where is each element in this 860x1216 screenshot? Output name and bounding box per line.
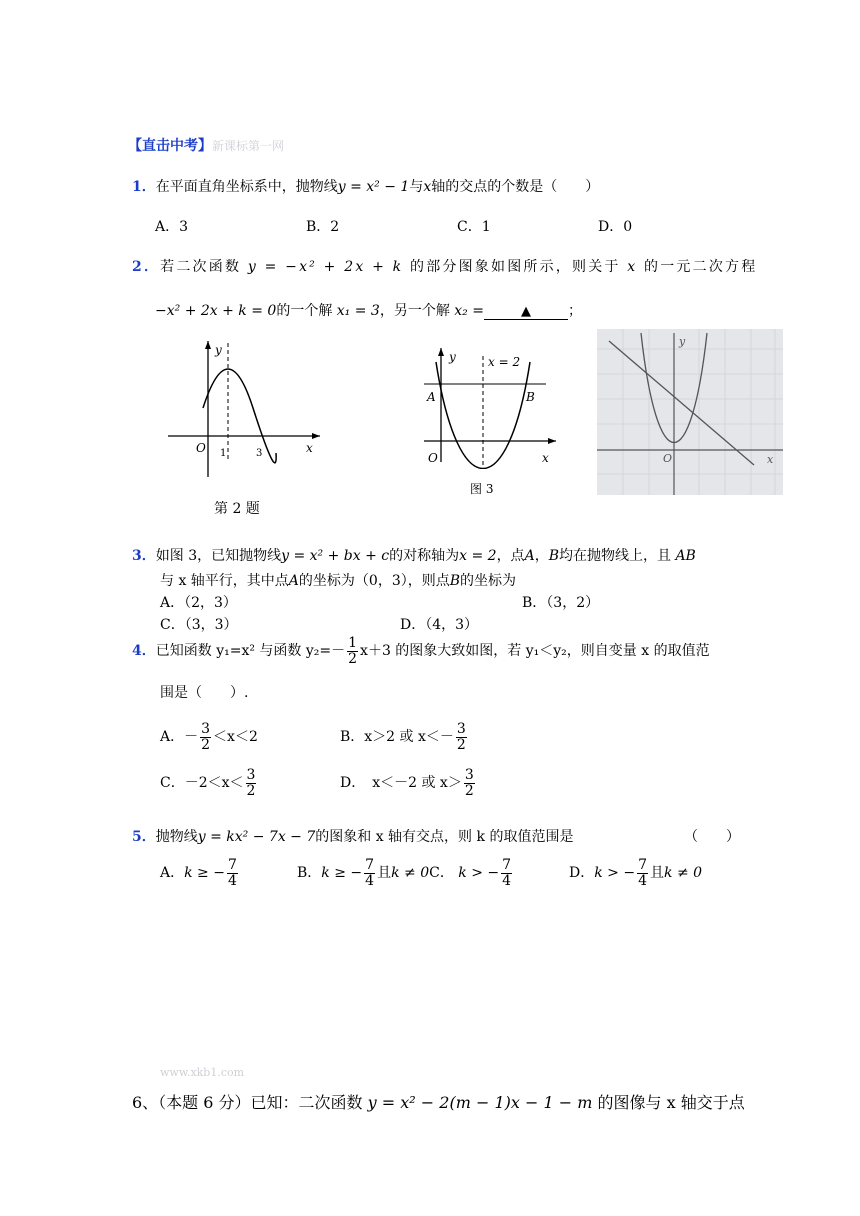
q3-option-d: D．（4，3） xyxy=(400,617,479,633)
figure-3-graph xyxy=(418,344,558,469)
footer-watermark: www.xkb1.com xyxy=(160,1066,245,1079)
q4-option-b: B．x＞2 或 x＜－ $\frac{3}{2}$ xyxy=(340,721,466,753)
figure-3-caption: 图 3 xyxy=(470,482,494,496)
q4-option-a: A．－ $\frac{3}{2}$ ＜x＜2 xyxy=(160,721,258,753)
q1-option-b: B．2 xyxy=(306,219,340,235)
q2-line2: −x² + 2x + k = 0的一个解 x₁ = 3，另一个解 x₂ = ▲ ； xyxy=(155,303,582,319)
q3-option-a: A．（2，3） xyxy=(160,595,237,611)
q1-option-d: D．0 xyxy=(598,219,633,235)
y-axis-label: y xyxy=(679,335,686,348)
q4-option-d: D． x＜－2 或 x＞ $\frac{3}{2}$ xyxy=(340,767,474,799)
figure-q2-caption: 第 2 题 xyxy=(214,501,260,517)
figure-q2-graph xyxy=(160,335,330,485)
tick-1: 1 xyxy=(220,448,227,459)
q4-option-c: C．－2＜x＜ $\frac{3}{2}$ xyxy=(160,767,256,799)
q2-line1: 2．若二次函数 y = −x² + 2x + k 的部分图象如图所示，则关于 x 的一元二次方程 xyxy=(132,259,758,275)
q5-option-d: D．k > − $\frac{7}{4}$ 且k ≠ 0 xyxy=(569,857,703,889)
q1-option-c: C．1 xyxy=(457,219,491,235)
q5-option-a: A．k ≥ − $\frac{7}{4}$ xyxy=(160,857,237,889)
origin-label: O xyxy=(196,441,206,455)
watermark: 新课标第一网 xyxy=(212,139,285,153)
section-tag: 【直击中考】 xyxy=(128,138,212,154)
q5-option-b: B．k ≥ − $\frac{7}{4}$ 且k ≠ 0C． k > − $\frac{7}{4}$ xyxy=(297,857,512,889)
x-axis-label: x xyxy=(542,451,549,465)
y-axis-label: y xyxy=(215,343,222,357)
q3-option-b: B．（3，2） xyxy=(522,595,600,611)
q4-line2: 围是（ ）. xyxy=(160,685,249,701)
figure-q4-scanned-graph xyxy=(597,329,783,495)
q3-line2: 与 x 轴平行，其中点A的坐标为（0，3），则点B的坐标为 xyxy=(160,573,517,589)
symmetry-axis-label: x = 2 xyxy=(488,355,521,369)
q1-stem: 1．在平面直角坐标系中，抛物线y = x² − 1与x轴的交点的个数是（ ） xyxy=(132,179,600,195)
x-axis-label: x xyxy=(306,441,313,455)
origin-label: O xyxy=(428,451,438,465)
q5-paren: （ ） xyxy=(684,829,740,845)
q5-stem: 5．抛物线y = kx² − 7x − 7的图象和 x 轴有交点，则 k 的取值范围是 xyxy=(132,829,574,845)
origin-label: O xyxy=(663,452,673,465)
y-axis-label: y xyxy=(449,350,456,364)
point-a-label: A xyxy=(427,390,436,404)
tick-3: 3 xyxy=(256,448,263,459)
x-axis-label: x xyxy=(767,453,774,466)
q3-option-c: C．（3，3） xyxy=(160,617,238,633)
q3-line1: 3．如图 3，已知抛物线y = x² + bx + c的对称轴为x = 2，点A，B均在抛物线上，且 AB xyxy=(132,548,696,564)
q1-option-a: A．3 xyxy=(155,219,189,235)
answer-blank: ▲ xyxy=(484,304,568,320)
point-b-label: B xyxy=(526,390,535,404)
q6-line1: 6、（本题 6 分）已知：二次函数 y = x² − 2(m − 1)x − 1 − m 的图像与 x 轴交于点 xyxy=(132,1093,745,1112)
q4-line1: 4．已知函数 y₁=x² 与函数 y₂=－ $\frac{1}{2}$ x＋3 的图象大致如图，若 y₁＜y₂，则自变量 x 的取值范 xyxy=(132,635,710,667)
